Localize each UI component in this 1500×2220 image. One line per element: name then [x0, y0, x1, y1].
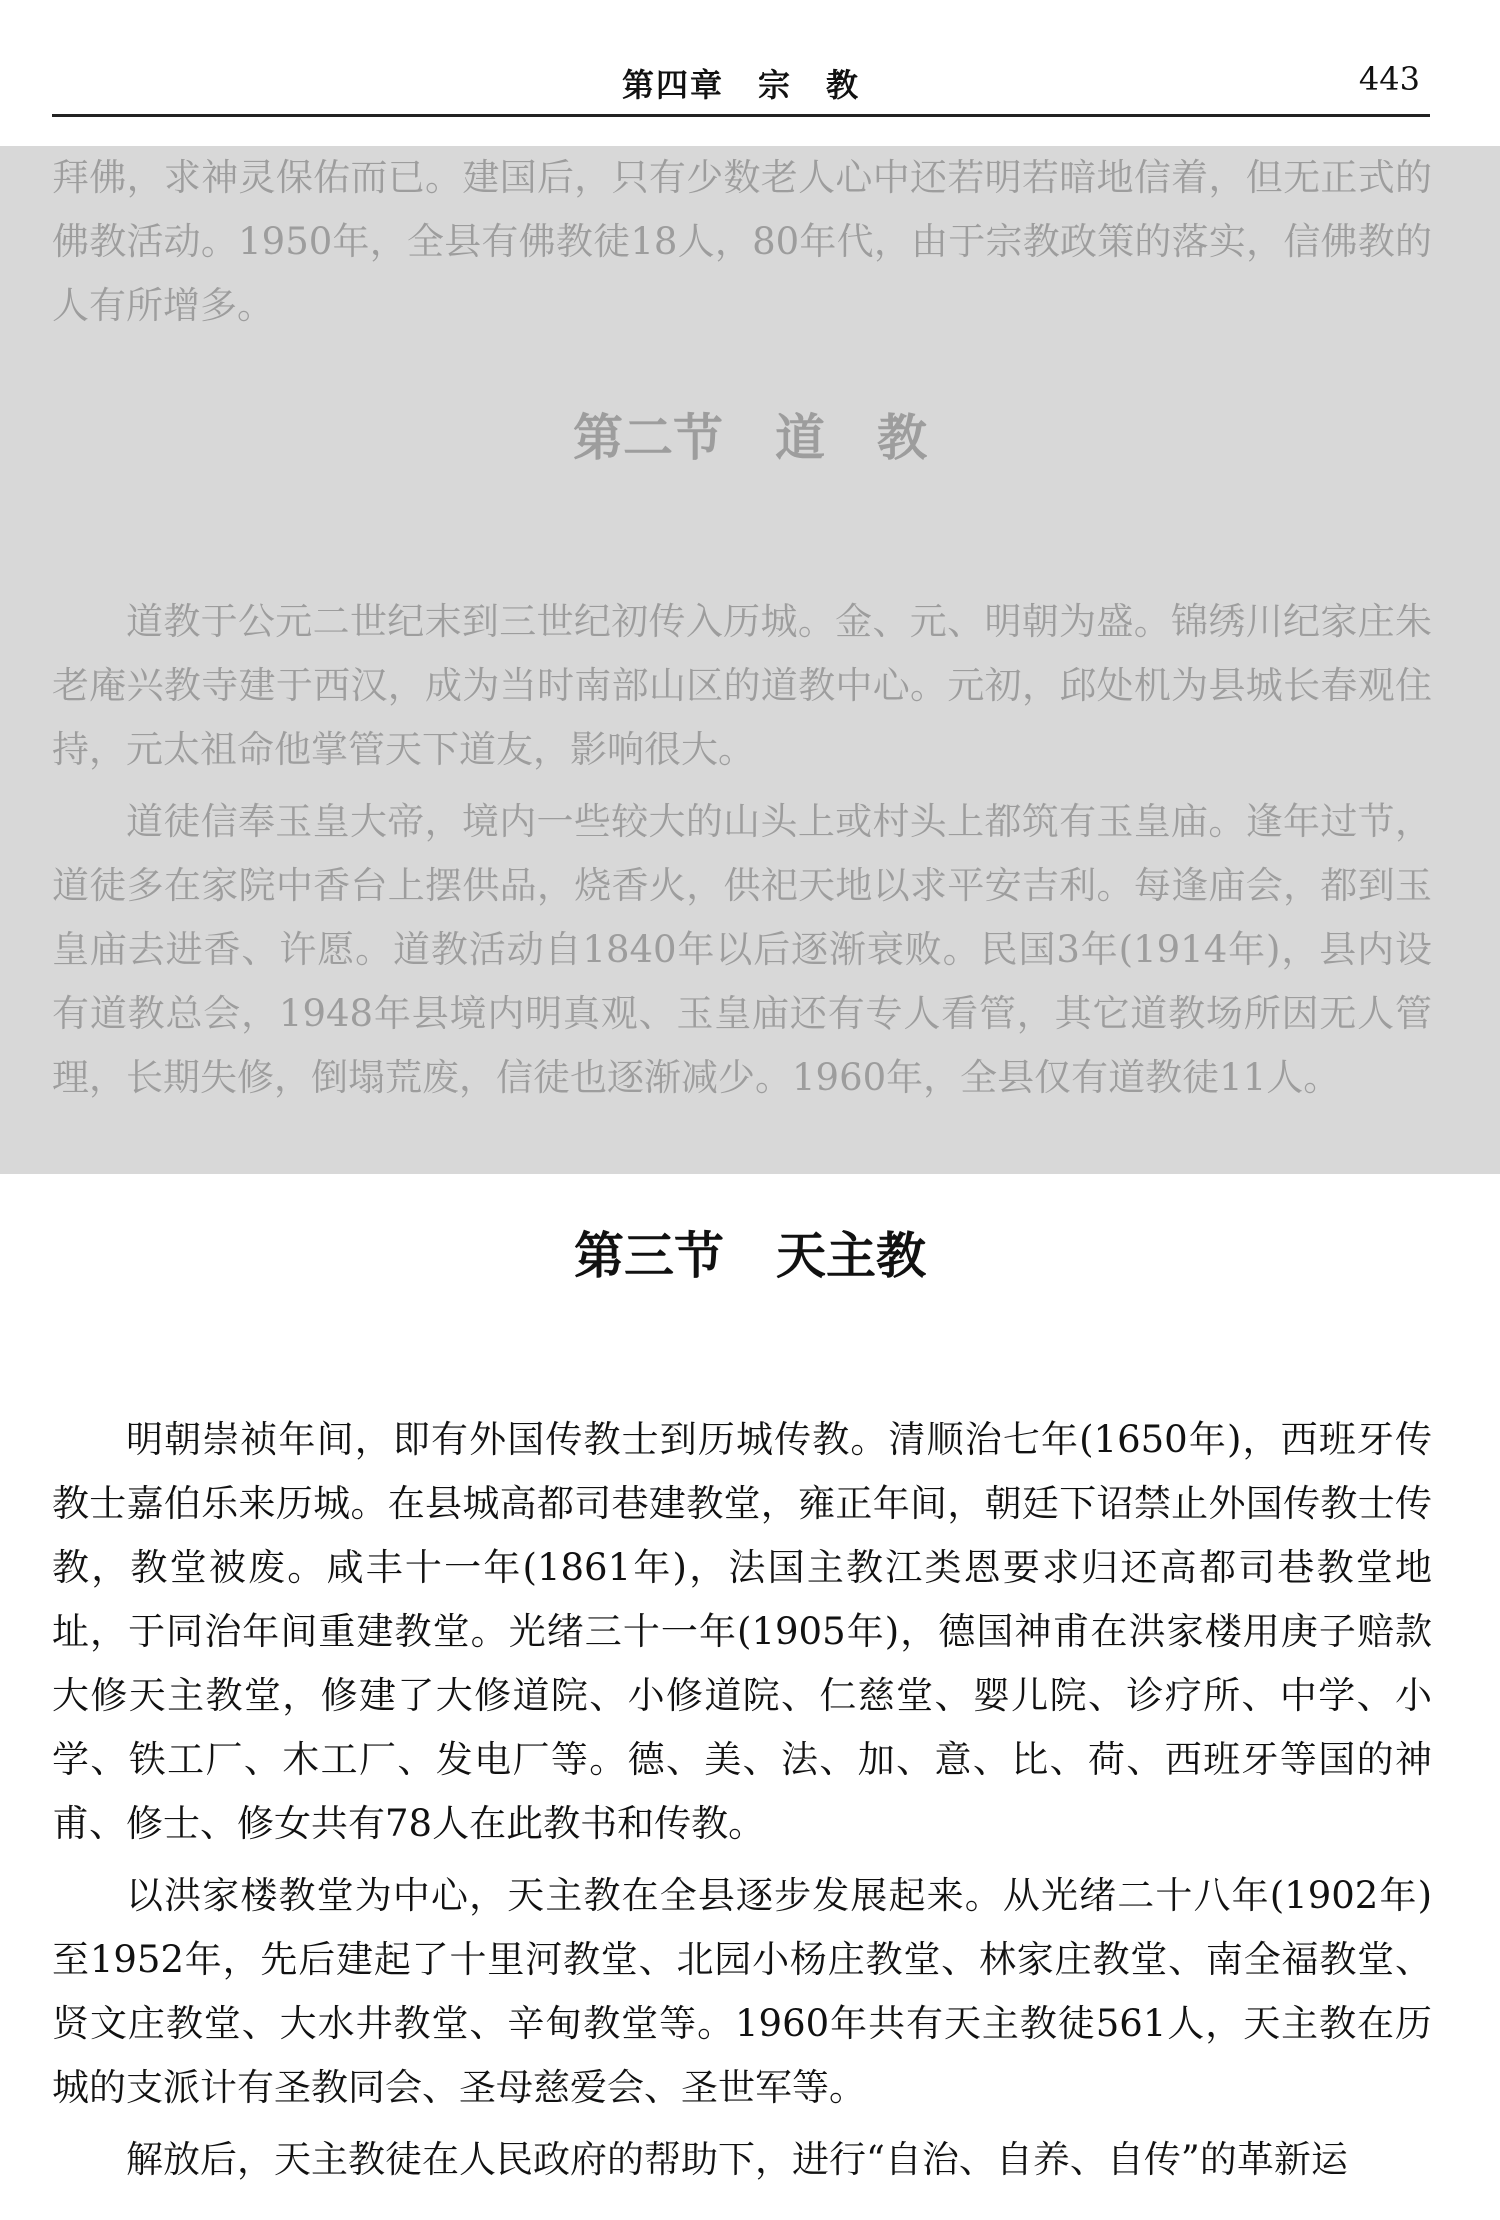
section2-text-block [52, 590, 1432, 1118]
section3-title-name: 天主教 [776, 1226, 926, 1285]
section2-paragraph-2: 道徒信奉玉皇大帝，境内一些较大的山头上或村头上都筑有玉皇庙。逢年过节，道徒多在家院中香台上摆供品，烧香火，供祀天地以求平安吉利。每逢庙会，都到玉皇庙去进香、许愿。道教活动自1840年以后逐渐衰败。民国3年(1914年)，县内设有道教总会，1948年县境内明真观、玉皇庙还有专人看管，其它道教场所因无人管理，长期失修，倒塌荒废，信徒也逐渐减少。1960年，全县仅有道教徒11人。 [52, 800, 1432, 1099]
section3-paragraph-1: 明朝崇祯年间，即有外国传教士到历城传教。清顺治七年(1650年)，西班牙传教士嘉伯乐来历城。在县城高都司巷建教堂，雍正年间，朝廷下诏禁止外国传教士传教，教堂被废。咸丰十一年(1861年)，法国主教江类恩要求归还高都司巷教堂地址，于同治年间重建教堂。光绪三十一年(1905年)，德国神甫在洪家楼用庚子赔款大修天主教堂，修建了大修道院、小修道院、仁慈堂、婴儿院、诊疗所、中学、小学、铁工厂、木工厂、发电厂等。德、美、法、加、意、比、荷、西班牙等国的神甫、修士、修女共有78人在此教书和传教。 [52, 1418, 1432, 1845]
chapter-title: 第四章 宗 教 [621, 66, 860, 104]
section3-paragraph-3: 解放后，天主教徒在人民政府的帮助下，进行“自治、自养、自传”的革新运 [126, 2138, 1348, 2181]
section2-title-name-first: 道 [775, 408, 825, 467]
section3-title-number: 第三节 [574, 1226, 724, 1285]
intro-text-block [52, 146, 1432, 346]
page-number: 443 [1358, 60, 1420, 98]
section2-paragraph-1: 道教于公元二世纪末到三世纪初传入历城。金、元、明朝为盛。锦绣川纪家庄朱老庵兴教寺建于西汉，成为当时南部山区的道教中心。元初，邱处机为县城长春观住持，元太祖命他掌管天下道友，影响很大。 [52, 600, 1432, 771]
section3-text-block [52, 1408, 1432, 2200]
page-header [52, 52, 1430, 117]
section2-title [0, 398, 1500, 470]
section3-title [0, 1216, 1500, 1288]
intro-paragraph: 拜佛，求神灵保佑而已。建国后，只有少数老人心中还若明若暗地信着，但无正式的佛教活动。1950年，全县有佛教徒18人，80年代，由于宗教政策的落实，信佛教的人有所增多。 [52, 156, 1432, 327]
section2-title-number: 第二节 [573, 408, 723, 467]
section3-paragraph-2: 以洪家楼教堂为中心，天主教在全县逐步发展起来。从光绪二十八年(1902年)至1952年，先后建起了十里河教堂、北园小杨庄教堂、林家庄教堂、南全福教堂、贤文庄教堂、大水井教堂、辛甸教堂等。1960年共有天主教徒561人，天主教在历城的支派计有圣教同会、圣母慈爱会、圣世军等。 [52, 1874, 1432, 2109]
section2-title-name-second: 教 [877, 408, 927, 467]
